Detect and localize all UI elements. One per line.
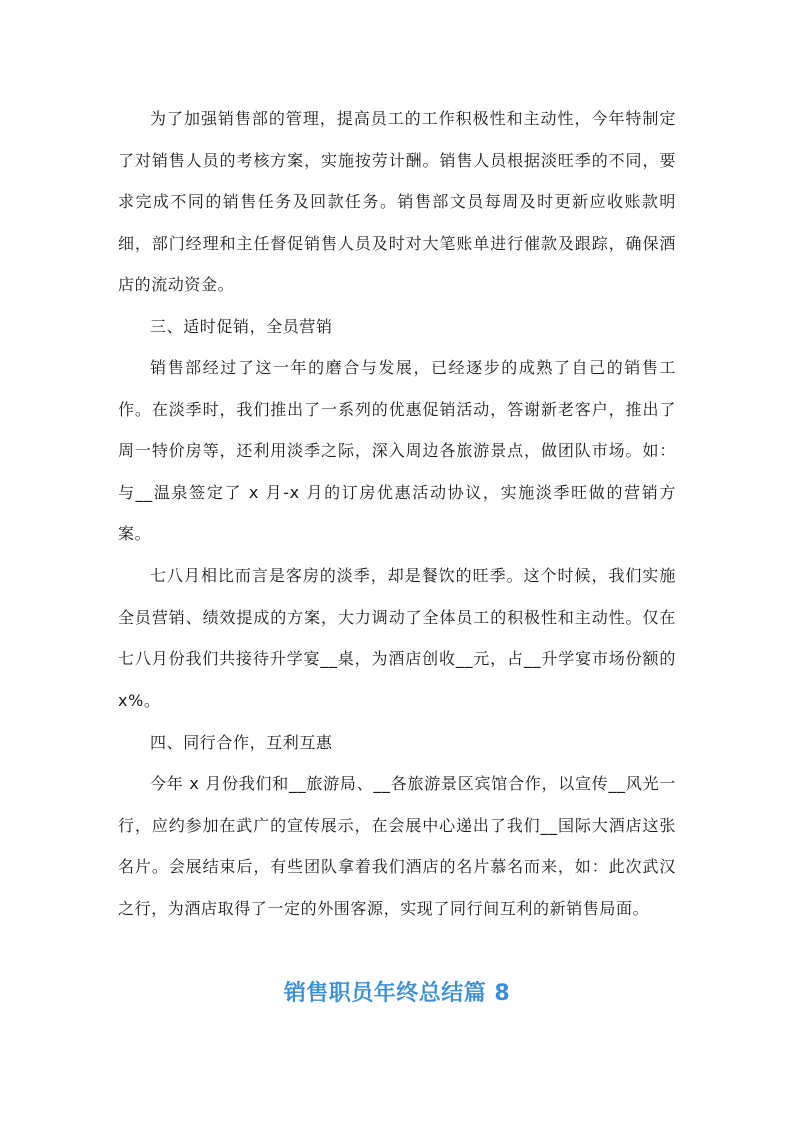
subheading-promotion: 三、适时促销，全员营销 [150,317,333,336]
paragraph-off-season-promotion: 销售部经过了这一年的磨合与发展，已经逐步的成熟了自己的销售工作。在淡季时，我们推出了一系列的优惠促销活动，答谢新老客户，推出了周一特价房等，还利用淡季之际，深入周边各旅游景点，做团队市场。如：与__温泉签定了 x 月-x 月的订房优惠活动协议，实施淡季旺做的营销方案。 [118,358,676,543]
subheading-peer-cooperation: 四、同行合作，互利互惠 [150,733,333,752]
section-title: 销售职员年终总结篇 8 [283,981,511,1006]
paragraph-tourism-cooperation: 今年 x 月份我们和__旅游局、__各旅游景区宾馆合作，以宣传__风光一行，应约参加在武广的宣传展示，在会展中心递出了我们__国际大酒店这张名片。会展结束后，有些团队拿着我们酒店的名片慕名而来，如：此次武汉之行，为酒店取得了一定的外围客源，实现了同行间互利的新销售局面。 [118,774,676,918]
paragraph-sales-management: 为了加强销售部的管理，提高员工的工作积极性和主动性，今年特制定了对销售人员的考核方案，实施按劳计酬。销售人员根据淡旺季的不同，要求完成不同的销售任务及回款任务。销售部文员每周及时更新应收账款明细，部门经理和主任督促销售人员及时对大笔账单进行催款及跟踪，确保酒店的流动资金。 [118,109,676,294]
paragraph-full-staff-marketing: 七八月相比而言是客房的淡季，却是餐饮的旺季。这个时候，我们实施全员营销、绩效提成的方案，大力调动了全体员工的积极性和主动性。仅在七八月份我们共接待升学宴__桌，为酒店创收__元，占__升学宴市场份额的 x%。 [118,566,676,710]
